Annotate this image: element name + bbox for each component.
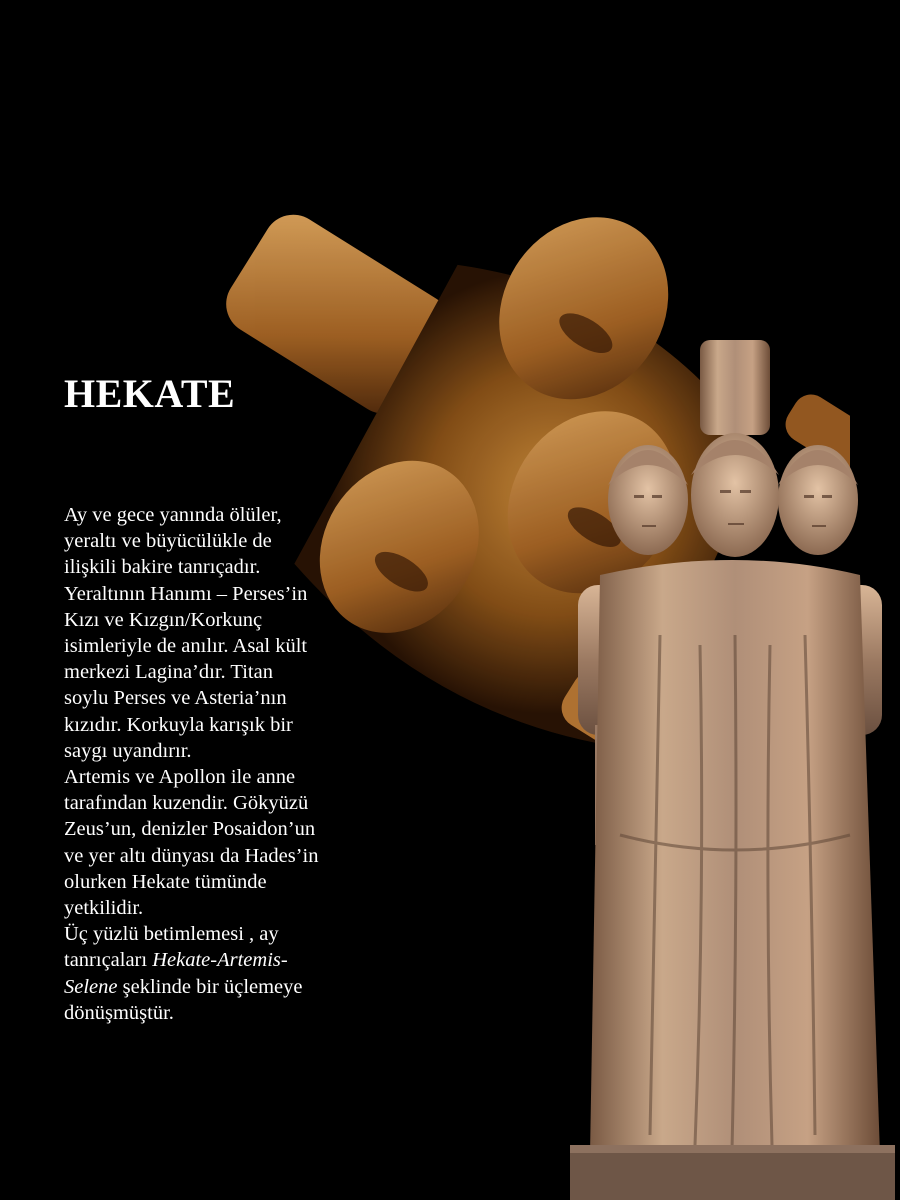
description-line: soylu Perses ve Asteria’nın	[64, 687, 287, 710]
description-line: Artemis ve Apollon ile anne	[64, 766, 296, 789]
description-line: ve yer altı dünyası da Hades’in	[64, 844, 319, 867]
description-line: merkezi Lagina’dır. Titan	[64, 661, 273, 684]
description-line: kızıdır. Korkuyla karışık bir	[64, 713, 293, 736]
description-line: olurken Hekate tümünde	[64, 870, 267, 893]
description-italic-fragment: Hekate-Artemis-	[152, 949, 288, 972]
description-line: dönüşmüştür.	[64, 1001, 174, 1024]
description-line: Üç yüzlü betimlemesi , ay	[64, 923, 279, 946]
page-title: HEKATE	[64, 371, 236, 416]
description-fragment: tanrıçaları	[64, 949, 153, 972]
description-text	[64, 502, 394, 1026]
description-line: Yeraltının Hanımı – Perses’in	[64, 582, 308, 605]
description-line: ilişkili bakire tanrıçadır.	[64, 556, 261, 579]
description-line: Zeus’un, denizler Posaidon’un	[64, 818, 316, 841]
description-line: Kızı ve Kızgın/Korkunç	[64, 608, 263, 631]
description-line: yeraltı ve büyücülükle de	[64, 530, 272, 553]
description-fragment: şeklinde bir üçlemeye	[117, 975, 303, 998]
description-line	[64, 947, 394, 973]
description-line: saygı uyandırır.	[64, 739, 192, 762]
description-italic-fragment: Selene	[64, 975, 118, 998]
hekate-statue-image	[560, 335, 900, 1200]
description-line: Ay ve gece yanında ölüler,	[64, 504, 282, 526]
description-line	[64, 974, 394, 1000]
description-line: tarafından kuzendir. Gökyüzü	[64, 792, 309, 815]
description-line: yetkilidir.	[64, 897, 144, 920]
description-line: isimleriyle de anılır. Asal kült	[64, 635, 308, 658]
